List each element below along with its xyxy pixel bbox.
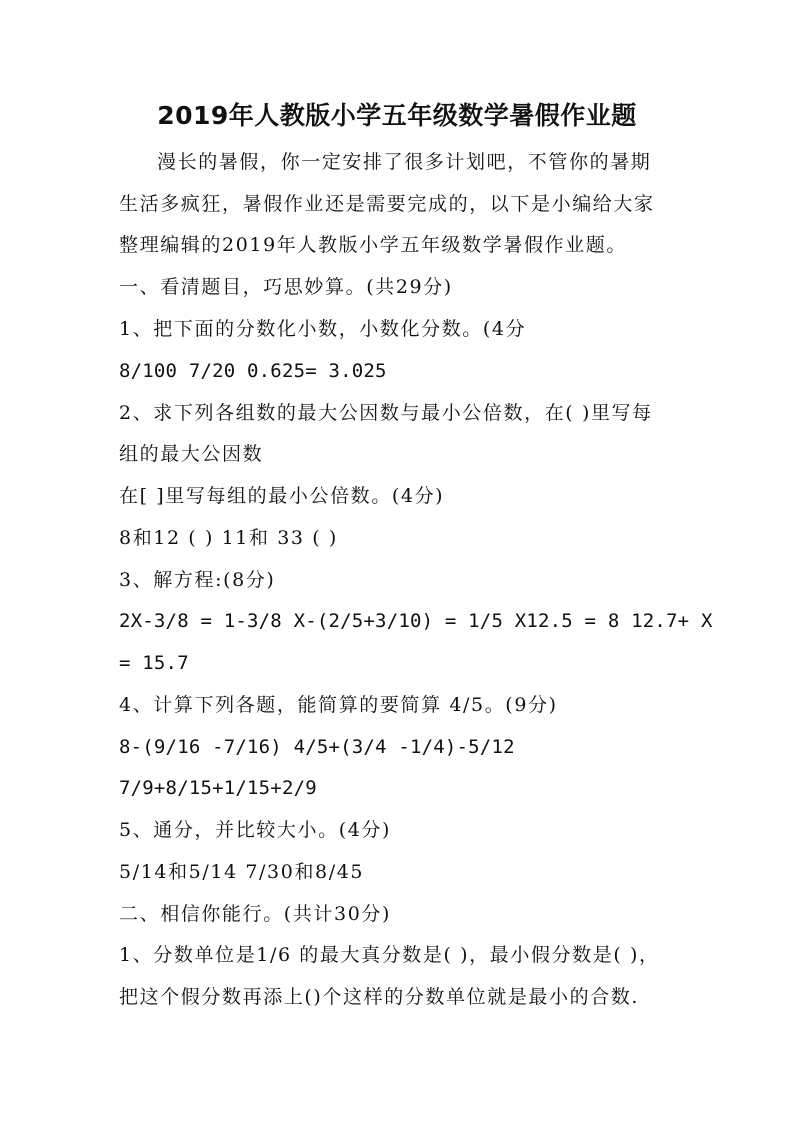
section-heading-1: 一、看清题目，巧思妙算。(共29分): [119, 276, 453, 298]
question-2-1: 1、分数单位是1/6 的最大真分数是( )，最小假分数是( )，: [119, 944, 660, 966]
section-heading-2: 二、相信你能行。(共计30分): [119, 903, 392, 925]
question-1-4: 4、计算下列各题，能简算的要简算 4/5。(9分): [119, 694, 558, 716]
question-1-3-items-cont: = 15.7: [119, 652, 189, 674]
intro-line-3: 整理编辑的2019年人教版小学五年级数学暑假作业题。: [119, 234, 627, 256]
question-1-2-items: 8和12 ( ) 11和 33 ( ): [119, 527, 338, 549]
question-1-5: 5、通分，并比较大小。(4分): [119, 819, 392, 841]
question-1-3-items: 2X-3/8 = 1-3/8 X-(2/5+3/10) = 1/5 X12.5 = 8 12.7+ X: [119, 610, 713, 632]
question-2-1-cont: 把这个假分数再添上()个这样的分数单位就是最小的合数.: [119, 986, 640, 1008]
intro-line-1: 漫长的暑假，你一定安排了很多计划吧，不管你的暑期: [157, 151, 652, 173]
question-1-1: 1、把下面的分数化小数，小数化分数。(4分: [119, 318, 527, 340]
intro-line-2: 生活多疯狂，暑假作业还是需要完成的，以下是小编给大家: [119, 193, 655, 215]
question-1-1-items: 8/100 7/20 0.625= 3.025: [119, 360, 387, 382]
question-1-5-items: 5/14和5/14 7/30和8/45: [119, 861, 365, 883]
question-1-2: 2、求下列各组数的最大公因数与最小公倍数，在( )里写每: [119, 402, 653, 424]
question-1-3: 3、解方程:(8分): [119, 569, 276, 591]
question-1-2-cont-2: 在[ ]里写每组的最小公倍数。(4分): [119, 485, 445, 507]
question-1-4-items: 8-(9/16 -7/16) 4/5+(3/4 -1/4)-5/12: [119, 736, 515, 758]
page-title: 2019年人教版小学五年级数学暑假作业题: [157, 101, 637, 130]
question-1-4-items-cont: 7/9+8/15+1/15+2/9: [119, 777, 317, 799]
question-1-2-cont: 组的最大公因数: [119, 443, 264, 465]
